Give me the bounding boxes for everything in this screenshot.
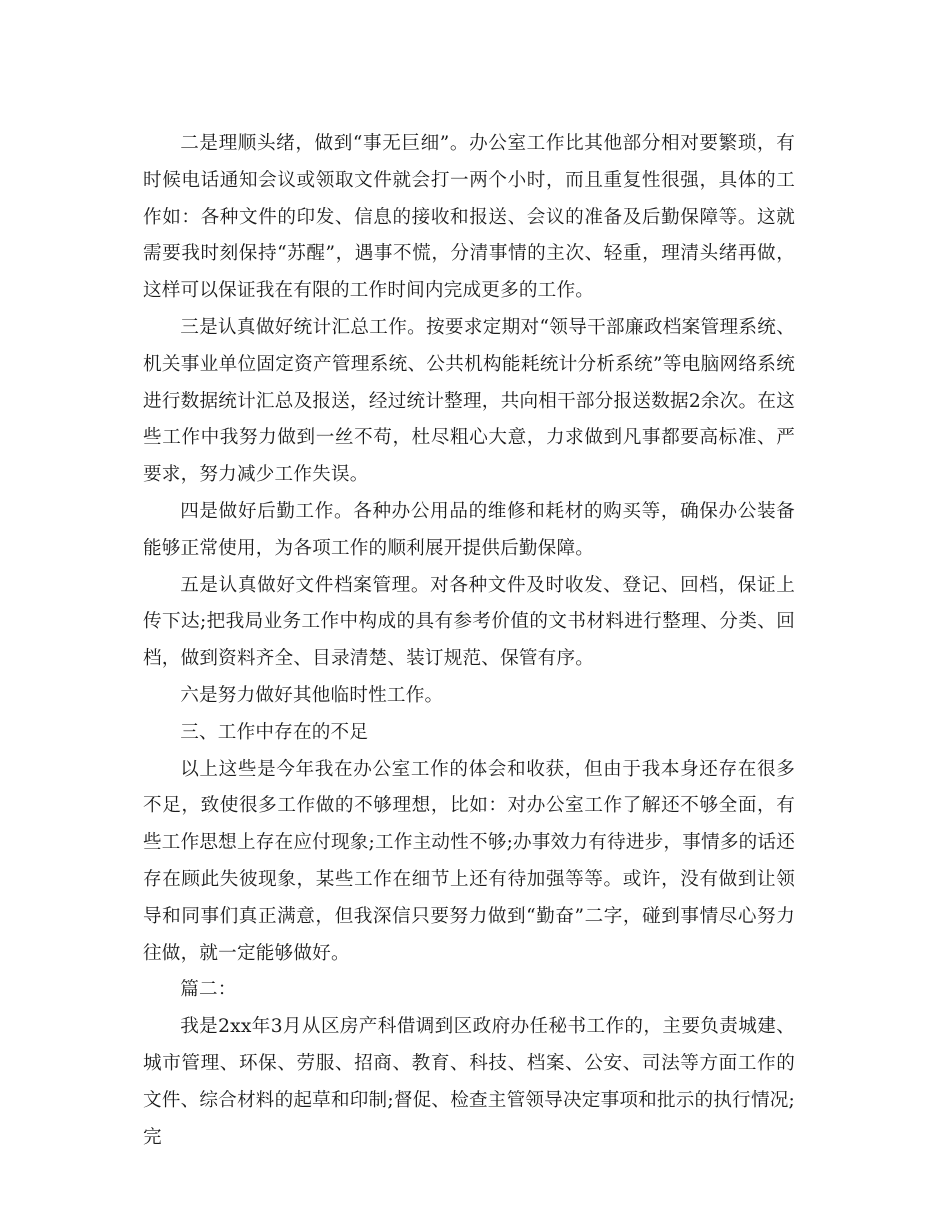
paragraph-point-five: 五是认真做好文件档案管理。对各种文件及时收发、登记、回档，保证上传下达;把我局业务工作中构成的具有参考价值的文书材料进行整理、分类、回档，做到资料齐全、目录清楚、装订规范、保管有序。 [143, 574, 795, 670]
paragraph-point-six: 六是努力做好其他临时性工作。 [180, 684, 444, 706]
paragraph-shortcomings: 以上这些是今年我在办公室工作的体会和收获，但由于我本身还存在很多不足，致使很多工作做的不够理想，比如：对办公室工作了解还不够全面，有些工作思想上存在应付现象;工作主动性不够;办事效力有待进步，事情多的话还存在顾此失彼现象，某些工作在细节上还有待加强等等。或许，没有做到让领导和同事们真正满意，但我深信只要努力做到“勤奋”二字，碰到事情尽心努力往做，就一定能够做好。 [143, 758, 795, 964]
paragraph-point-four: 四是做好后勤工作。各种办公用品的维修和耗材的购买等，确保办公装备能够正常使用，为各项工作的顺利展开提供后勤保障。 [143, 500, 795, 559]
section-heading-shortcomings: 三、工作中存在的不足 [180, 721, 369, 743]
paragraph-part-two-intro: 我是2xx年3月从区房产科借调到区政府办任秘书工作的，主要负责城建、城市管理、环保、劳服、招商、教育、科技、档案、公安、司法等方面工作的文件、综合材料的起草和印制;督促、检查主管领导决定事项和批示的执行情况;完 [143, 1016, 795, 1148]
paragraph-point-three: 三是认真做好统计汇总工作。按要求定期对“领导干部廉政档案管理系统、机关事业单位固定资产管理系统、公共机构能耗统计分析系统”等电脑网络系统进行数据统计汇总及报送，经过统计整理，共向相干部分报送数据2余次。在这些工作中我努力做到一丝不苟，杜尽粗心大意，力求做到凡事都要高标准、严要求，努力减少工作失误。 [143, 316, 795, 486]
section-heading-part-two: 篇二： [180, 979, 237, 1001]
paragraph-point-two: 二是理顺头绪，做到“事无巨细”。办公室工作比其他部分相对要繁琐，有时候电话通知会议或领取文件就会打一两个小时，而且重复性很强，具体的工作如：各种文件的印发、信息的接收和报送、会议的准备及后勤保障等。这就需要我时刻保持“苏醒”，遇事不慌，分清事情的主次、轻重，理清头绪再做，这样可以保证我在有限的工作时间内完成更多的工作。 [143, 133, 795, 302]
document-body [143, 126, 795, 1156]
